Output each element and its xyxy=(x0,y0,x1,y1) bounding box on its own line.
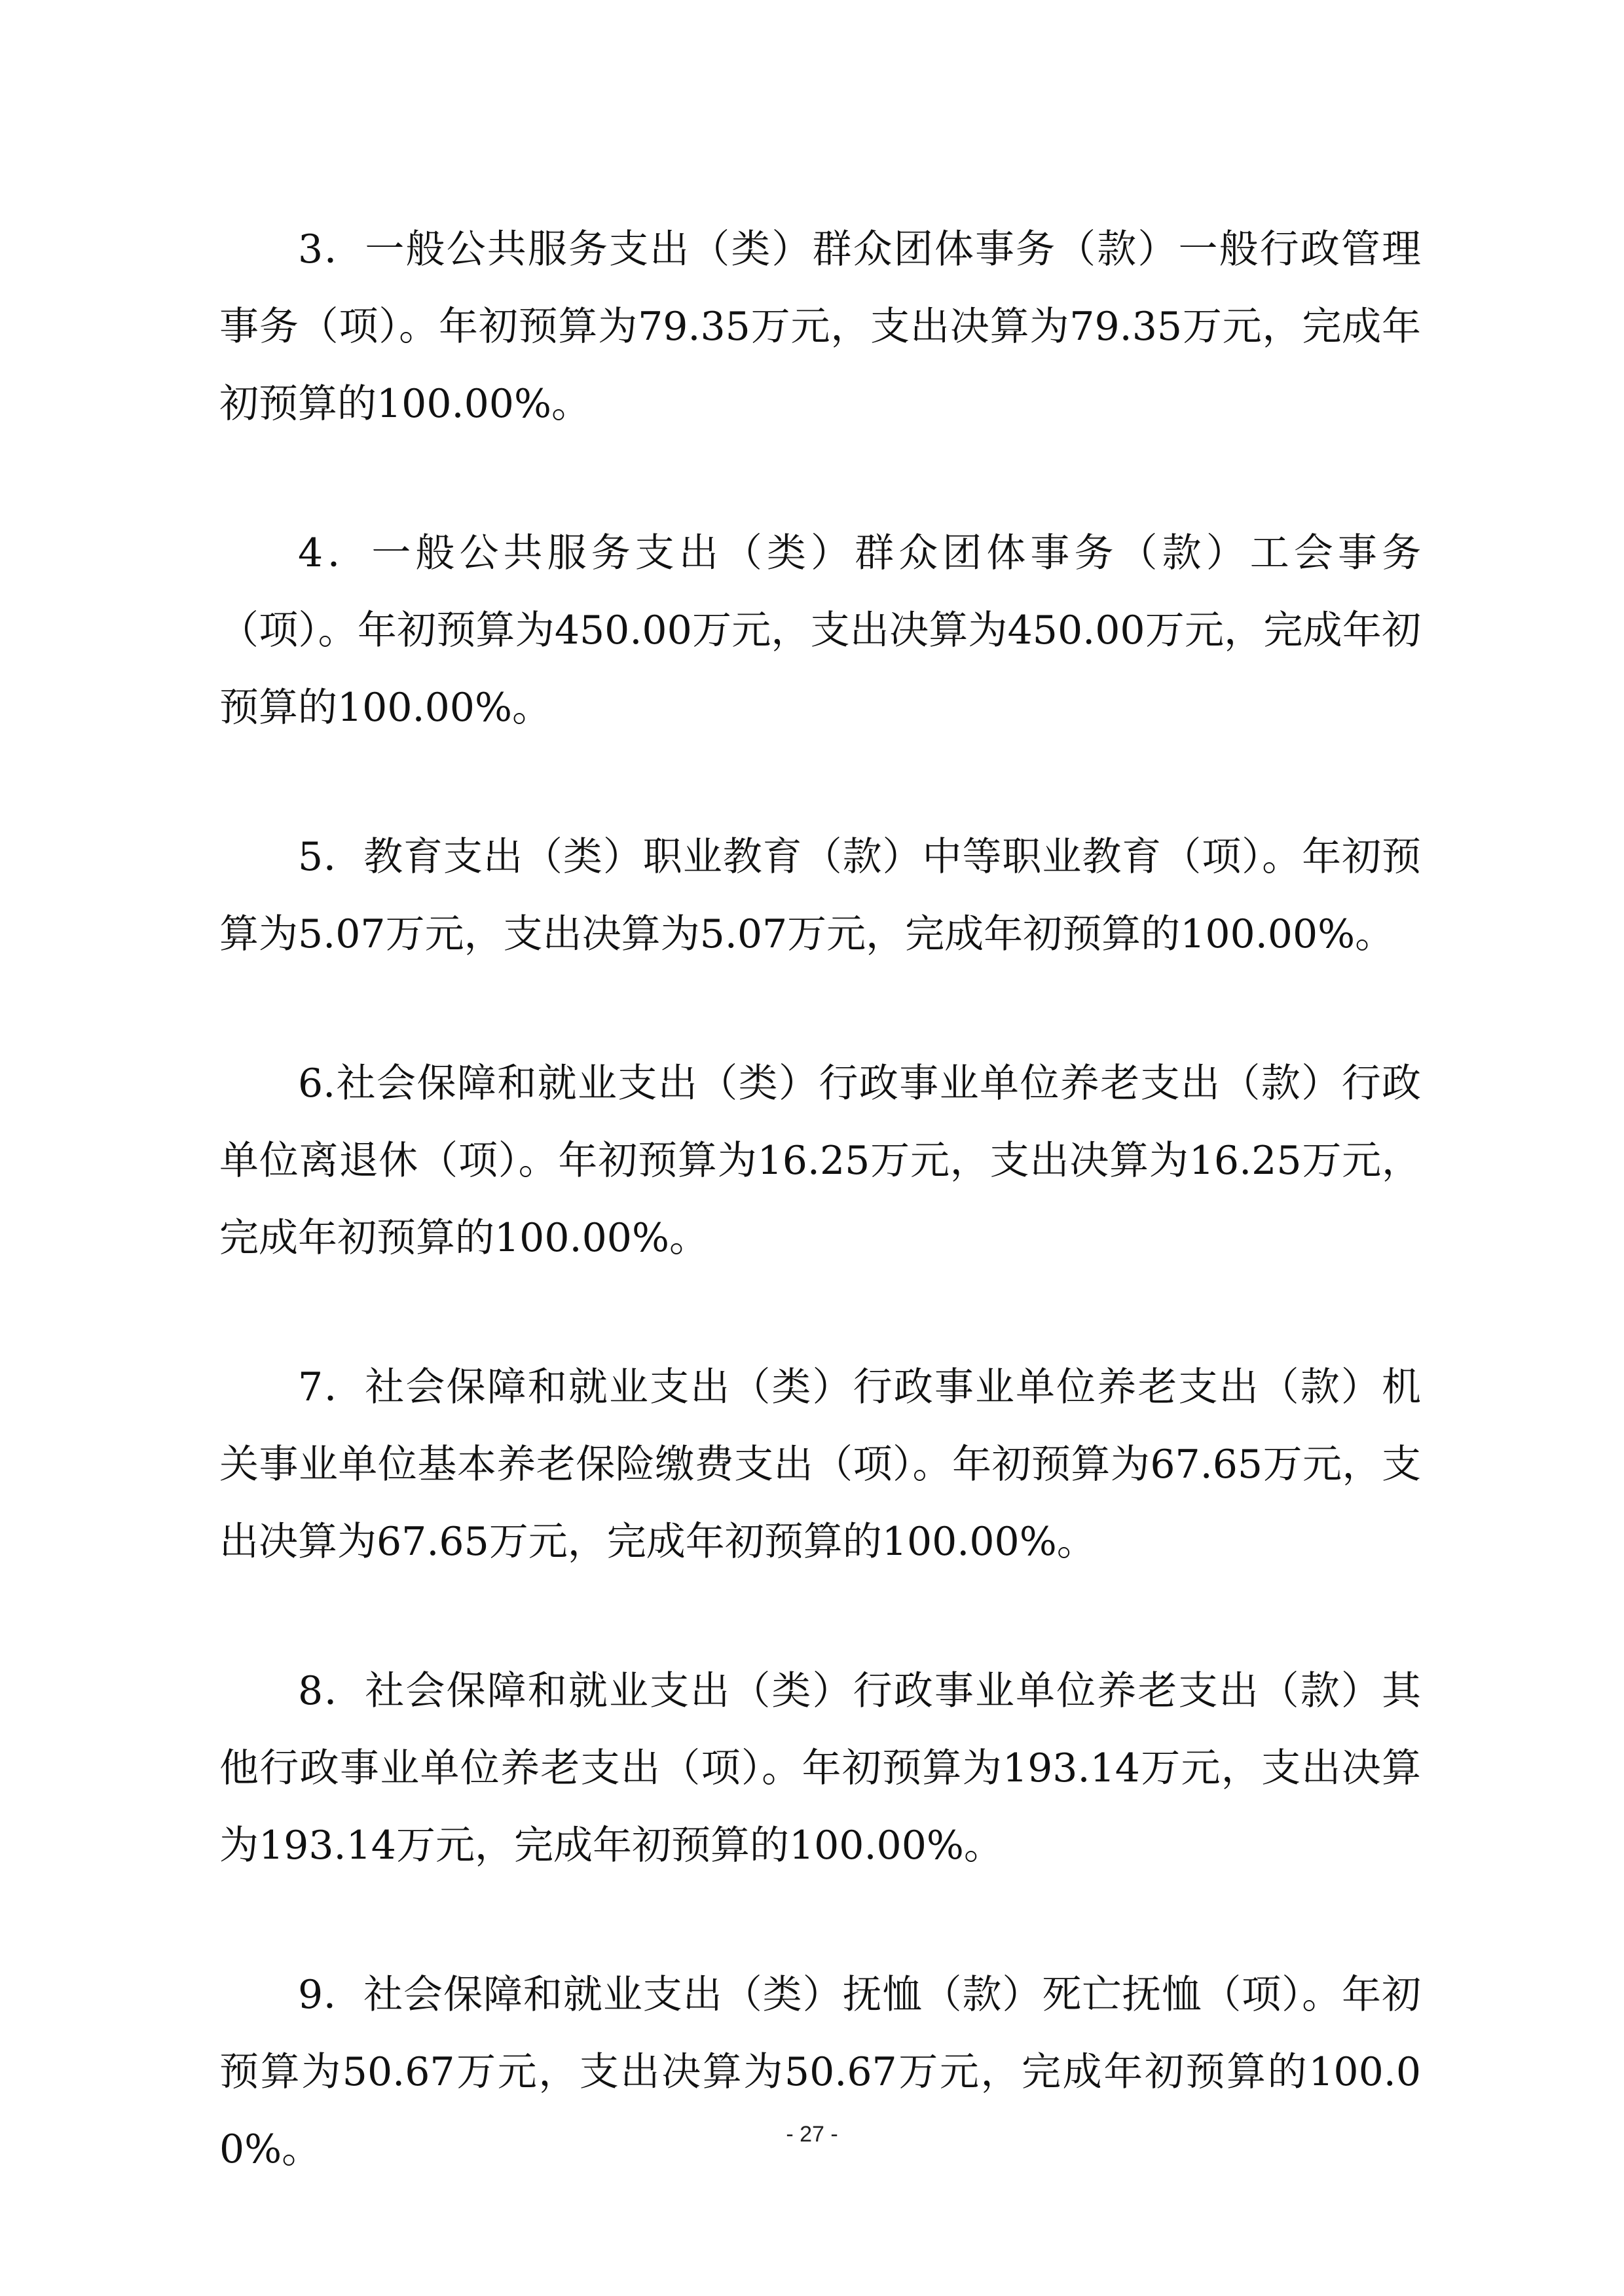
paragraph-item-5: 5．教育支出（类）职业教育（款）中等职业教育（项）。年初预算为5.07万元，支出决算为5.07万元，完成年初预算的100.00%。 xyxy=(219,834,1421,957)
paragraph-item-7: 7．社会保障和就业支出（类）行政事业单位养老支出（款）机关事业单位基本养老保险缴费支出（项）。年初预算为67.65万元，支出决算为67.65万元，完成年初预算的100.00%。 xyxy=(219,1364,1421,1565)
paragraph-item-3: 3．一般公共服务支出（类）群众团体事务（款）一般行政管理事务（项）。年初预算为79.35万元，支出决算为79.35万元，完成年初预算的100.00%。 xyxy=(219,227,1421,427)
paragraph-item-4: 4．一般公共服务支出（类）群众团体事务（款）工会事务（项）。年初预算为450.00万元，支出决算为450.00万元，完成年初预算的100.00%。 xyxy=(219,530,1421,731)
page-number: - 27 - xyxy=(786,2122,838,2147)
paragraph-item-9: 9．社会保障和就业支出（类）抚恤（款）死亡抚恤（项）。年初预算为50.67万元，支出决算为50.67万元，完成年初预算的100.00%。 xyxy=(219,1972,1421,2172)
paragraph-item-8: 8．社会保障和就业支出（类）行政事业单位养老支出（款）其他行政事业单位养老支出（项）。年初预算为193.14万元，支出决算为193.14万元，完成年初预算的100.00%。 xyxy=(219,1668,1421,1868)
document-body xyxy=(219,211,1421,2260)
paragraph-item-6: 6.社会保障和就业支出（类）行政事业单位养老支出（款）行政单位离退休（项）。年初预算为16.25万元，支出决算为16.25万元，完成年初预算的100.00%。 xyxy=(219,1061,1421,1261)
